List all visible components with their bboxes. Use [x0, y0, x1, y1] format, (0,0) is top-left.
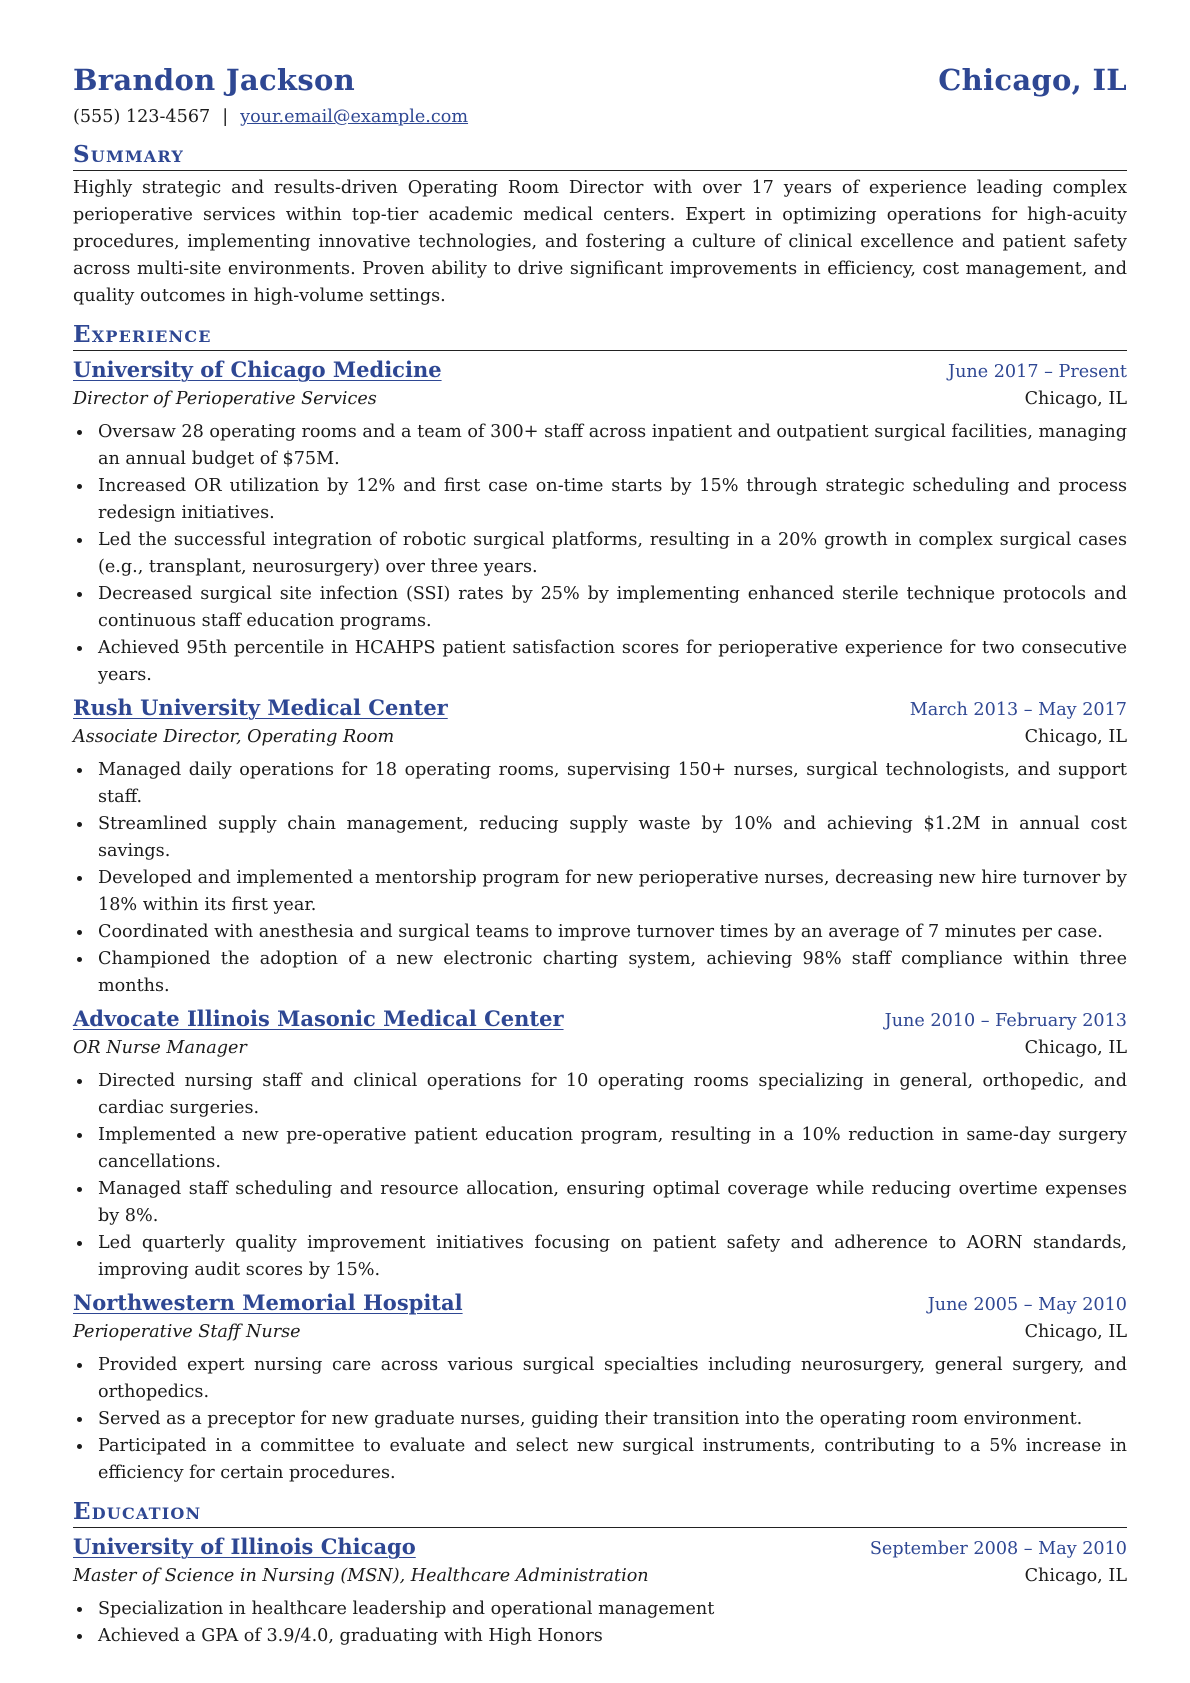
employment-dates: June 2010 – February 2013 — [884, 1011, 1127, 1031]
summary-heading: Summary — [73, 140, 1127, 171]
employer-name[interactable]: Northwestern Memorial Hospital — [73, 1290, 463, 1315]
employment-dates: June 2017 – Present — [948, 362, 1127, 382]
employer-name[interactable]: Rush University Medical Center — [73, 695, 448, 720]
summary-text: Highly strategic and results-driven Operating Room Director with over 17 years of experience leading complex perioperative services within top-tier academic medical centers. Expert in optimizing operations for high-acuity procedures, implementing innovative technologies, and fostering a culture of clinical excellence and patient safety across multi-site environments. Proven ability to drive significant improvements in efficiency, cost management, and quality outcomes in high-volume settings. — [73, 178, 1127, 306]
school-name[interactable]: University of Illinois Chicago — [73, 1534, 416, 1559]
experience-entry — [73, 1288, 1127, 1487]
education-heading: Education — [73, 1497, 1127, 1528]
education-entry — [73, 1532, 1127, 1650]
contact-separator: | — [222, 107, 229, 127]
job-title: Perioperative Staff Nurse — [73, 1322, 301, 1342]
achievement-item: Developed and implemented a mentorship program for new perioperative nurses, decreasing new hire turnover by 18% within its first year. — [98, 865, 1127, 919]
achievement-list — [73, 1352, 1127, 1487]
candidate-name: Brandon Jackson — [73, 63, 355, 97]
resume-header — [73, 60, 1127, 100]
job-title: Associate Director, Operating Room — [73, 727, 395, 747]
job-title: OR Nurse Manager — [73, 1038, 247, 1058]
school-location: Chicago, IL — [1024, 1566, 1127, 1586]
job-title: Director of Perioperative Services — [73, 389, 377, 409]
candidate-location: Chicago, IL — [938, 63, 1127, 97]
education-details-list — [73, 1596, 1127, 1650]
phone-number: (555) 123-4567 — [73, 107, 211, 127]
employment-dates: March 2013 – May 2017 — [909, 700, 1127, 720]
experience-entry — [73, 355, 1127, 689]
achievement-item: Oversaw 28 operating rooms and a team of 300+ staff across inpatient and outpatient surgical facilities, managing an annual budget of $75M. — [98, 419, 1127, 473]
experience-heading: Experience — [73, 320, 1127, 351]
experience-entry — [73, 1004, 1127, 1284]
achievement-item: Managed daily operations for 18 operating rooms, supervising 150+ nurses, surgical technologists, and support staff. — [98, 757, 1127, 811]
achievement-item: Decreased surgical site infection (SSI) rates by 25% by implementing enhanced sterile technique protocols and continuous staff education programs. — [98, 581, 1127, 635]
job-location: Chicago, IL — [1024, 1322, 1127, 1342]
achievement-item: Managed staff scheduling and resource allocation, ensuring optimal coverage while reducing overtime expenses by 8%. — [98, 1176, 1127, 1230]
achievement-item: Achieved 95th percentile in HCAHPS patient satisfaction scores for perioperative experience for two consecutive years. — [98, 635, 1127, 689]
achievement-item: Served as a preceptor for new graduate nurses, guiding their transition into the operating room environment. — [98, 1406, 1127, 1433]
achievement-item: Led quarterly quality improvement initiatives focusing on patient safety and adherence to AORN standards, improving audit scores by 15%. — [98, 1230, 1127, 1284]
achievement-item: Increased OR utilization by 12% and first case on-time starts by 15% through strategic scheduling and process redesign initiatives. — [98, 473, 1127, 527]
employment-dates: June 2005 – May 2010 — [927, 1295, 1127, 1315]
achievement-item: Provided expert nursing care across various surgical specialties including neurosurgery, general surgery, and orthopedics. — [98, 1352, 1127, 1406]
job-location: Chicago, IL — [1024, 389, 1127, 409]
employer-name[interactable]: University of Chicago Medicine — [73, 357, 442, 382]
resume-page — [73, 60, 1127, 1650]
achievement-item: Coordinated with anesthesia and surgical teams to improve turnover times by an average of 7 minutes per case. — [98, 919, 1127, 946]
achievement-item: Participated in a committee to evaluate and select new surgical instruments, contributing to a 5% increase in efficiency for certain procedures. — [98, 1433, 1127, 1487]
email-link[interactable]: your.email@example.com — [240, 107, 469, 127]
achievement-item: Implemented a new pre-operative patient education program, resulting in a 10% reduction in same-day surgery cancellations. — [98, 1122, 1127, 1176]
achievement-item: Led the successful integration of robotic surgical platforms, resulting in a 20% growth in complex surgical cases (e.g., transplant, neurosurgery) over three years. — [98, 527, 1127, 581]
achievement-list — [73, 419, 1127, 689]
experience-entry — [73, 693, 1127, 1000]
education-detail-item: Specialization in healthcare leadership and operational management — [98, 1596, 1127, 1623]
job-location: Chicago, IL — [1024, 1038, 1127, 1058]
achievement-item: Championed the adoption of a new electronic charting system, achieving 98% staff compliance within three months. — [98, 946, 1127, 1000]
contact-line — [73, 104, 1127, 130]
job-location: Chicago, IL — [1024, 727, 1127, 747]
achievement-item: Directed nursing staff and clinical operations for 10 operating rooms specializing in general, orthopedic, and cardiac surgeries. — [98, 1068, 1127, 1122]
achievement-item: Streamlined supply chain management, reducing supply waste by 10% and achieving $1.2M in annual cost savings. — [98, 811, 1127, 865]
education-detail-item: Achieved a GPA of 3.9/4.0, graduating with High Honors — [98, 1623, 1127, 1650]
achievement-list — [73, 757, 1127, 1000]
education-dates: September 2008 – May 2010 — [869, 1539, 1127, 1559]
degree-title: Master of Science in Nursing (MSN), Healthcare Administration — [73, 1566, 649, 1586]
employer-name[interactable]: Advocate Illinois Masonic Medical Center — [73, 1006, 564, 1031]
achievement-list — [73, 1068, 1127, 1284]
